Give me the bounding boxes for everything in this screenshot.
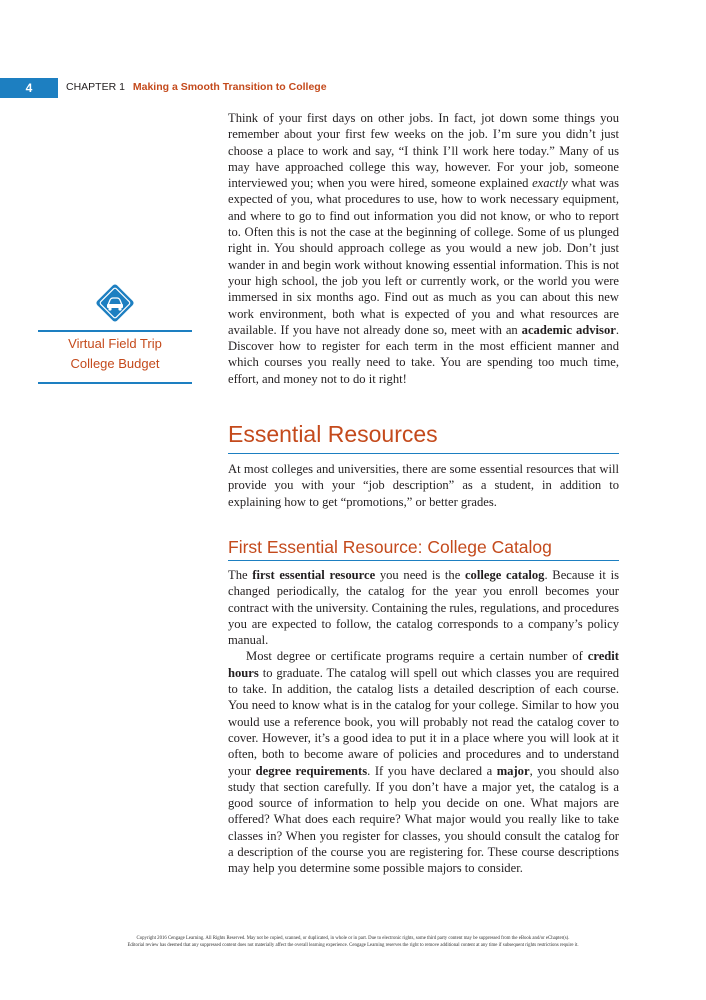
copyright-line-2: Editorial review has deemed that any suppressed content does not materially affect the overall learning experience. Cengage Learning reserves the right to remove additional content at any time if subsequent rights restrictions require it. xyxy=(127,942,579,948)
sidebar-top-rule xyxy=(38,330,192,332)
intro-section xyxy=(228,110,619,387)
sidebar-line-1: Virtual Field Trip xyxy=(68,336,162,351)
term-credit-hours: credit hours xyxy=(228,649,619,680)
section-intro xyxy=(228,461,619,510)
intro-paragraph: Think of your first days on other jobs. In fact, jot down some things you remember about your first few weeks on the job. I’m sure you didn’t just choose a place to work and say, “I think I’ll work here today.” Many of us may have approached college this way, however. For your job, someone interviewed you; when you were hired, someone explained exactly what was expected of you, what procedures to use, how to work necessary equipment, and where to go to find out information you did not know, or who to report to. Often this is not the case at the beginning of college. Some of us plunged right in. You should approach college as you would a new job. Don’t just wander in and begin work without knowing essential information. This is not your high school, the job you left or currently work, or the world you were immersed in six months ago. Find out as much as you can about this new work environment, both what is expected of you and what resources are available. If you have not already done so, meet with an academic advisor. Discover how to register for each term in the most efficient manner and which courses you really need to take. You are spending too much time, effort, and money not to do it right! xyxy=(228,111,620,386)
section-heading-rule xyxy=(228,453,619,454)
chapter-label: CHAPTER 1 xyxy=(66,81,125,93)
page-number: 4 xyxy=(0,78,58,98)
virtual-field-trip-sidebar[interactable] xyxy=(38,281,192,384)
subsection-heading: First Essential Resource: College Catalog xyxy=(228,537,552,557)
sidebar-title xyxy=(38,334,192,374)
copyright-line-1: Copyright 2016 Cengage Learning. All Rights Reserved. May not be copied, scanned, or duplicated, in whole or in part. Due to electronic rights, some third party content may be suppressed from the eBook and/or eChapter(s). xyxy=(136,936,570,941)
chapter-title: Making a Smooth Transition to College xyxy=(132,81,327,93)
copyright-notice xyxy=(20,936,686,949)
catalog-paragraph-2: Most degree or certificate programs require a certain number of credit hours to graduate. The catalog will spell out which classes you are required to take. In addition, the catalog lists a detailed description of each course. You need to know what is in the catalog for your college. Similar to how you would use a reference book, you will probably not read the catalog cover to cover. However, it’s a good idea to put it in a place where you will look at it often, both to become aware of policies and procedures and to understand your degree requirements. If you have declared a major, you should also study that section carefully. If you don’t have a major yet, the catalog is a good source of information to help you decide on one. What majors are offered? What does each require? What major would you really like to take classes in? When you register for classes, you should consult the catalog for a description of the course you are registering for. These course descriptions may help you determine some possible majors to consider. xyxy=(228,649,620,876)
subsection-heading-rule xyxy=(228,560,619,561)
sidebar-bottom-rule xyxy=(38,382,192,384)
car-road-sign-icon xyxy=(93,281,137,325)
term-college-catalog: college catalog xyxy=(464,568,545,582)
emphasis-exactly: exactly xyxy=(532,176,568,191)
running-head xyxy=(66,81,327,93)
term-academic-advisor: academic advisor xyxy=(521,322,616,337)
catalog-paragraph-1: The first essential resource you need is the college catalog. Because it is changed periodically, the catalog for the year you enroll becomes your contract with the university. Containing the rules, regulations, and procedures you are expected to follow, the catalog corresponds to a company’s policy manual. xyxy=(228,568,620,648)
section-heading: Essential Resources xyxy=(228,421,438,447)
subsection-body xyxy=(228,567,619,877)
term-major: major xyxy=(496,763,530,778)
sidebar-line-2: College Budget xyxy=(70,356,160,371)
term-first-essential-resource: first essential resource xyxy=(252,568,376,582)
term-degree-requirements: degree requirements xyxy=(255,763,368,778)
section-paragraph: At most colleges and universities, there are some essential resources that will provide you with your “job description” as a student, in addition to explaining how to get “promotions,” or better grades. xyxy=(228,462,619,509)
